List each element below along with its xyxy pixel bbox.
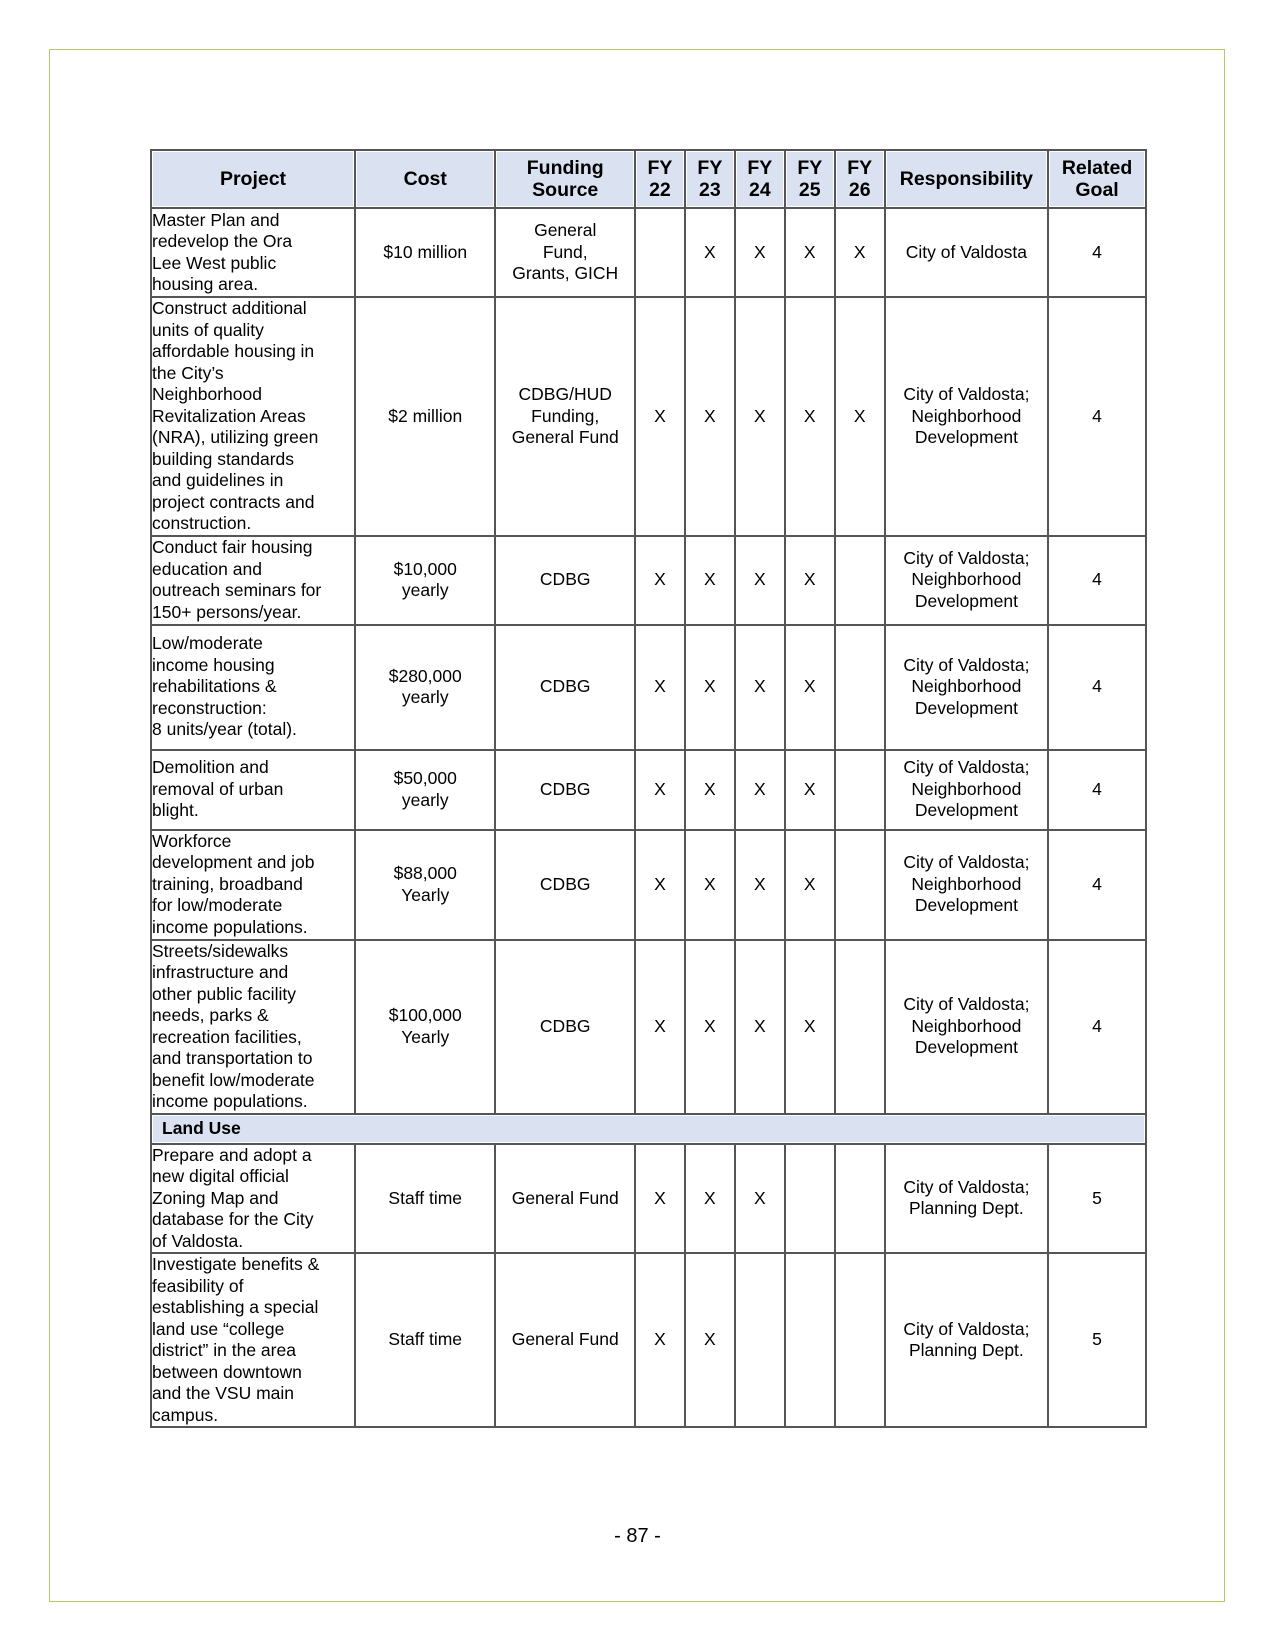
responsibility-cell	[885, 297, 1048, 536]
fy24-mark-cell: X	[735, 830, 785, 940]
table-row	[151, 297, 1146, 536]
responsibility-cell-line: Development	[914, 895, 1018, 916]
responsibility-cell-line: City of Valdosta;	[903, 654, 1030, 675]
fy24-mark-cell: X	[735, 625, 785, 750]
project-cell-line: project contracts and	[152, 491, 315, 512]
goal-cell: 4	[1048, 625, 1146, 750]
responsibility-cell-line: Development	[914, 800, 1018, 821]
cost-cell-line: $88,000	[393, 863, 457, 883]
fy22-mark-cell: X	[635, 1144, 685, 1254]
fy22-mark-cell: X	[635, 940, 685, 1114]
fy25-mark-cell: X	[785, 750, 835, 830]
table-row	[151, 1144, 1146, 1254]
fy26-mark-cell: X	[835, 208, 885, 297]
project-cell-line: Master Plan and	[152, 209, 280, 230]
cost-cell-line: yearly	[401, 687, 449, 707]
cost-cell-line: Yearly	[401, 884, 450, 905]
cost-cell-line: $10 million	[383, 241, 468, 262]
funding-cell	[495, 297, 634, 536]
project-cell-line: benefit low/moderate	[152, 1069, 315, 1090]
project-cell-line: land use “college	[152, 1318, 285, 1339]
section-row-land-use	[151, 1114, 1146, 1144]
funding-cell	[495, 625, 634, 750]
cost-cell	[355, 536, 496, 625]
cost-cell-line: Yearly	[401, 1026, 450, 1047]
funding-cell-line: CDBG	[539, 873, 591, 894]
project-cell	[151, 1253, 355, 1427]
responsibility-cell	[885, 1144, 1048, 1254]
project-cell-line: database for the City	[152, 1209, 314, 1229]
project-cell-line: Investigate benefits &	[152, 1254, 320, 1274]
project-cell	[151, 297, 355, 536]
fy25-mark-cell: X	[785, 940, 835, 1114]
fy23-mark-cell: X	[685, 208, 735, 297]
cost-cell-line: $10,000	[393, 558, 457, 579]
project-cell-line: and guidelines in	[152, 470, 284, 490]
project-cell-line: Lee West public	[152, 252, 277, 273]
funding-cell-line: CDBG	[539, 676, 591, 697]
responsibility-cell-line: Development	[914, 1037, 1018, 1058]
project-cell-line: infrastructure and	[152, 962, 289, 982]
project-cell-line: reconstruction:	[152, 697, 267, 718]
project-cell-line: Low/moderate	[152, 633, 263, 654]
responsibility-cell-line: Development	[914, 427, 1018, 447]
funding-cell	[495, 536, 634, 625]
fy25-mark-cell: X	[785, 830, 835, 940]
fy23-mark-cell: X	[685, 1144, 735, 1254]
funding-cell	[495, 940, 634, 1114]
funding-cell-line: CDBG/HUD	[518, 384, 612, 404]
project-cell-line: feasibility of	[152, 1275, 244, 1296]
responsibility-cell-line: Planning Dept.	[908, 1340, 1024, 1360]
cost-cell-line: yearly	[401, 789, 449, 810]
fy23-mark-cell: X	[685, 536, 735, 625]
header-funding-line-2: Source	[532, 179, 599, 201]
project-cell-line: needs, parks &	[152, 1005, 269, 1025]
project-cell-line: Zoning Map and	[152, 1187, 279, 1208]
project-cell-line: housing area.	[152, 274, 259, 294]
responsibility-cell	[885, 830, 1048, 940]
header-fy26	[835, 150, 885, 208]
project-cell-line: for low/moderate	[152, 895, 283, 916]
cost-cell-line: Staff time	[388, 1329, 463, 1350]
header-funding-source	[495, 150, 634, 208]
project-cell	[151, 830, 355, 940]
fy25-mark-cell	[785, 1253, 835, 1427]
cost-cell-line: $280,000	[388, 665, 462, 686]
fy26-mark-cell	[835, 536, 885, 625]
table-row	[151, 625, 1146, 750]
fy23-mark-cell: X	[685, 830, 735, 940]
fy23-mark-cell: X	[685, 940, 735, 1114]
project-cell-line: new digital official	[152, 1166, 289, 1186]
goal-cell: 5	[1048, 1144, 1146, 1254]
fy26-mark-cell	[835, 1253, 885, 1427]
fy23-mark-cell: X	[685, 625, 735, 750]
cost-cell	[355, 830, 496, 940]
fy26-mark-cell	[835, 750, 885, 830]
funding-cell-line: General Fund	[511, 1187, 619, 1208]
header-fy25	[785, 150, 835, 208]
project-cell-line: units of quality	[152, 319, 264, 340]
funding-cell	[495, 208, 634, 297]
funding-cell	[495, 1253, 634, 1427]
project-cell-line: affordable housing in	[152, 341, 315, 361]
funding-cell	[495, 1144, 634, 1254]
project-cell-line: removal of urban	[152, 778, 284, 799]
fy22-mark-cell: X	[635, 830, 685, 940]
page-number: - 87 -	[614, 1525, 661, 1547]
funding-cell-line: General Fund	[511, 1329, 619, 1350]
table-row	[151, 940, 1146, 1114]
fy25-mark-cell: X	[785, 625, 835, 750]
goal-cell: 4	[1048, 536, 1146, 625]
cost-cell-line: $100,000	[388, 1005, 462, 1025]
project-cell-line: other public facility	[152, 983, 296, 1004]
cost-cell	[355, 208, 496, 297]
table-row	[151, 1253, 1146, 1427]
header-fy22-line-2: 22	[649, 179, 671, 201]
project-cell-line: between downtown	[152, 1361, 302, 1382]
funding-cell-line: Fund,	[542, 241, 588, 262]
responsibility-cell	[885, 208, 1048, 297]
project-cell	[151, 1144, 355, 1254]
cost-cell-line: $2 million	[388, 405, 463, 426]
housing-rows	[151, 208, 1146, 1114]
project-cell-line: Conduct fair housing	[152, 537, 313, 557]
table-row	[151, 750, 1146, 830]
project-cell-line: and transportation to	[152, 1048, 313, 1068]
fy22-mark-cell: X	[635, 536, 685, 625]
fy22-mark-cell: X	[635, 1253, 685, 1427]
fy26-mark-cell	[835, 830, 885, 940]
project-cell-line: and the VSU main	[152, 1383, 295, 1403]
header-fy22	[635, 150, 685, 208]
cost-cell	[355, 750, 496, 830]
header-fy26-line-1: FY	[847, 157, 873, 179]
fy24-mark-cell: X	[735, 208, 785, 297]
project-cell-line: development and job	[152, 852, 315, 873]
fy24-mark-cell: X	[735, 750, 785, 830]
fy24-mark-cell	[735, 1253, 785, 1427]
responsibility-cell-line: City of Valdosta	[905, 241, 1028, 262]
project-cell-line: Demolition and	[152, 757, 269, 778]
project-cell-line: Revitalization Areas	[152, 405, 306, 426]
responsibility-cell	[885, 750, 1048, 830]
fy26-mark-cell	[835, 940, 885, 1114]
responsibility-cell	[885, 536, 1048, 625]
fy26-mark-cell	[835, 625, 885, 750]
header-fy23	[685, 150, 735, 208]
fy24-mark-cell: X	[735, 1144, 785, 1254]
fy26-mark-cell	[835, 1144, 885, 1254]
cost-cell-line: yearly	[401, 580, 449, 600]
table-row	[151, 830, 1146, 940]
project-cell-line: Prepare and adopt a	[152, 1144, 312, 1165]
header-fy23-line-2: 23	[699, 179, 721, 201]
goal-cell: 5	[1048, 1253, 1146, 1427]
fy26-mark-cell: X	[835, 297, 885, 536]
project-cell-line: recreation facilities,	[152, 1026, 302, 1047]
header-fy24-line-1: FY	[747, 157, 773, 179]
project-cell	[151, 536, 355, 625]
project-cell-line: blight.	[152, 800, 199, 821]
goal-cell: 4	[1048, 750, 1146, 830]
header-goal-line-2: Goal	[1075, 179, 1119, 201]
header-related-goal	[1048, 150, 1146, 208]
cost-cell	[355, 297, 496, 536]
cost-cell	[355, 625, 496, 750]
funding-cell-line: General	[534, 220, 597, 241]
fy22-mark-cell: X	[635, 625, 685, 750]
header-fy24-line-2: 24	[748, 179, 771, 201]
funding-cell-line: Funding,	[531, 405, 600, 426]
project-cell-line: the City’s	[152, 362, 224, 383]
project-cell-line: 8 units/year (total).	[152, 719, 297, 740]
responsibility-cell	[885, 625, 1048, 750]
section-title: Land Use	[151, 1114, 1146, 1144]
fy25-mark-cell: X	[785, 536, 835, 625]
header-fy22-line-1: FY	[647, 157, 673, 179]
responsibility-cell-line: City of Valdosta;	[903, 1176, 1030, 1197]
project-cell	[151, 940, 355, 1114]
responsibility-cell-line: Neighborhood	[911, 676, 1022, 697]
header-fy24	[735, 150, 785, 208]
responsibility-cell-line: Development	[914, 697, 1018, 718]
fy23-mark-cell: X	[685, 750, 735, 830]
project-cell-line: Streets/sidewalks	[152, 940, 289, 961]
project-cell-line: rehabilitations &	[152, 676, 277, 697]
project-cell-line: (NRA), utilizing green	[152, 427, 319, 447]
responsibility-cell-line: City of Valdosta;	[903, 994, 1030, 1015]
table-row	[151, 536, 1146, 625]
project-cell-line: of Valdosta.	[152, 1230, 244, 1251]
section-body	[151, 1114, 1146, 1144]
fy24-mark-cell: X	[735, 536, 785, 625]
responsibility-cell-line: City of Valdosta;	[903, 384, 1030, 404]
header-goal-line-1: Related	[1061, 157, 1133, 179]
responsibility-cell-line: Neighborhood	[911, 778, 1022, 799]
fy22-mark-cell	[635, 208, 685, 297]
project-cell	[151, 625, 355, 750]
header-responsibility: Responsibility	[885, 150, 1048, 208]
header-cost: Cost	[355, 150, 496, 208]
responsibility-cell-line: City of Valdosta;	[903, 547, 1030, 568]
responsibility-cell-line: City of Valdosta;	[903, 1318, 1030, 1339]
project-cell-line: training, broadband	[152, 873, 303, 894]
fy22-mark-cell: X	[635, 750, 685, 830]
fy25-mark-cell: X	[785, 208, 835, 297]
project-cell-line: 150+ persons/year.	[152, 601, 302, 622]
goal-cell: 4	[1048, 940, 1146, 1114]
fy23-mark-cell: X	[685, 1253, 735, 1427]
header-project: Project	[151, 150, 355, 208]
work-program-table	[150, 149, 1147, 1428]
goal-cell: 4	[1048, 830, 1146, 940]
project-cell-line: Construct additional	[152, 298, 307, 318]
cost-cell-line: Staff time	[388, 1187, 463, 1208]
project-cell-line: income populations.	[152, 916, 308, 937]
land-use-rows	[151, 1144, 1146, 1428]
project-cell-line: district” in the area	[152, 1340, 296, 1360]
goal-cell: 4	[1048, 297, 1146, 536]
fy24-mark-cell: X	[735, 940, 785, 1114]
project-cell-line: outreach seminars for	[152, 580, 322, 600]
cost-cell	[355, 1144, 496, 1254]
funding-cell-line: CDBG	[539, 1015, 591, 1036]
fy25-mark-cell: X	[785, 297, 835, 536]
project-cell-line: building standards	[152, 448, 295, 469]
project-cell	[151, 750, 355, 830]
header-fy25-line-2: 25	[798, 179, 821, 201]
funding-cell-line: CDBG	[539, 569, 591, 590]
goal-cell: 4	[1048, 208, 1146, 297]
project-cell-line: Neighborhood	[152, 384, 262, 404]
fy25-mark-cell	[785, 1144, 835, 1254]
responsibility-cell-line: Neighborhood	[911, 873, 1022, 894]
header-funding-line-1: Funding	[526, 157, 604, 179]
project-cell-line: income housing	[152, 654, 275, 675]
project-cell-line: establishing a special	[152, 1297, 319, 1317]
header-fy26-line-2: 26	[848, 179, 871, 201]
responsibility-cell-line: Planning Dept.	[908, 1198, 1024, 1219]
table-row	[151, 208, 1146, 297]
responsibility-cell-line: Neighborhood	[911, 1015, 1022, 1036]
responsibility-cell	[885, 1253, 1048, 1427]
funding-cell-line: General Fund	[511, 427, 619, 447]
funding-cell	[495, 830, 634, 940]
project-cell-line: redevelop the Ora	[152, 231, 293, 251]
responsibility-cell-line: Development	[914, 590, 1018, 611]
responsibility-cell-line: City of Valdosta;	[903, 852, 1030, 873]
fy22-mark-cell: X	[635, 297, 685, 536]
project-cell	[151, 208, 355, 297]
funding-cell-line: Grants, GICH	[512, 263, 619, 284]
fy23-mark-cell: X	[685, 297, 735, 536]
fy24-mark-cell: X	[735, 297, 785, 536]
project-cell-line: construction.	[152, 513, 252, 533]
project-cell-line: education and	[152, 558, 262, 579]
funding-cell	[495, 750, 634, 830]
project-cell-line: campus.	[152, 1404, 219, 1425]
header-row	[151, 150, 1146, 208]
cost-cell	[355, 1253, 496, 1427]
cost-cell	[355, 940, 496, 1114]
responsibility-cell-line: City of Valdosta;	[903, 757, 1030, 778]
responsibility-cell-line: Neighborhood	[911, 405, 1022, 426]
responsibility-cell	[885, 940, 1048, 1114]
responsibility-cell-line: Neighborhood	[911, 569, 1022, 590]
project-cell-line: Workforce	[152, 830, 232, 851]
cost-cell-line: $50,000	[393, 768, 457, 788]
header-fy23-line-1: FY	[697, 157, 723, 179]
funding-cell-line: CDBG	[539, 778, 591, 799]
project-cell-line: income populations.	[152, 1091, 308, 1111]
header-fy25-line-1: FY	[797, 157, 823, 179]
